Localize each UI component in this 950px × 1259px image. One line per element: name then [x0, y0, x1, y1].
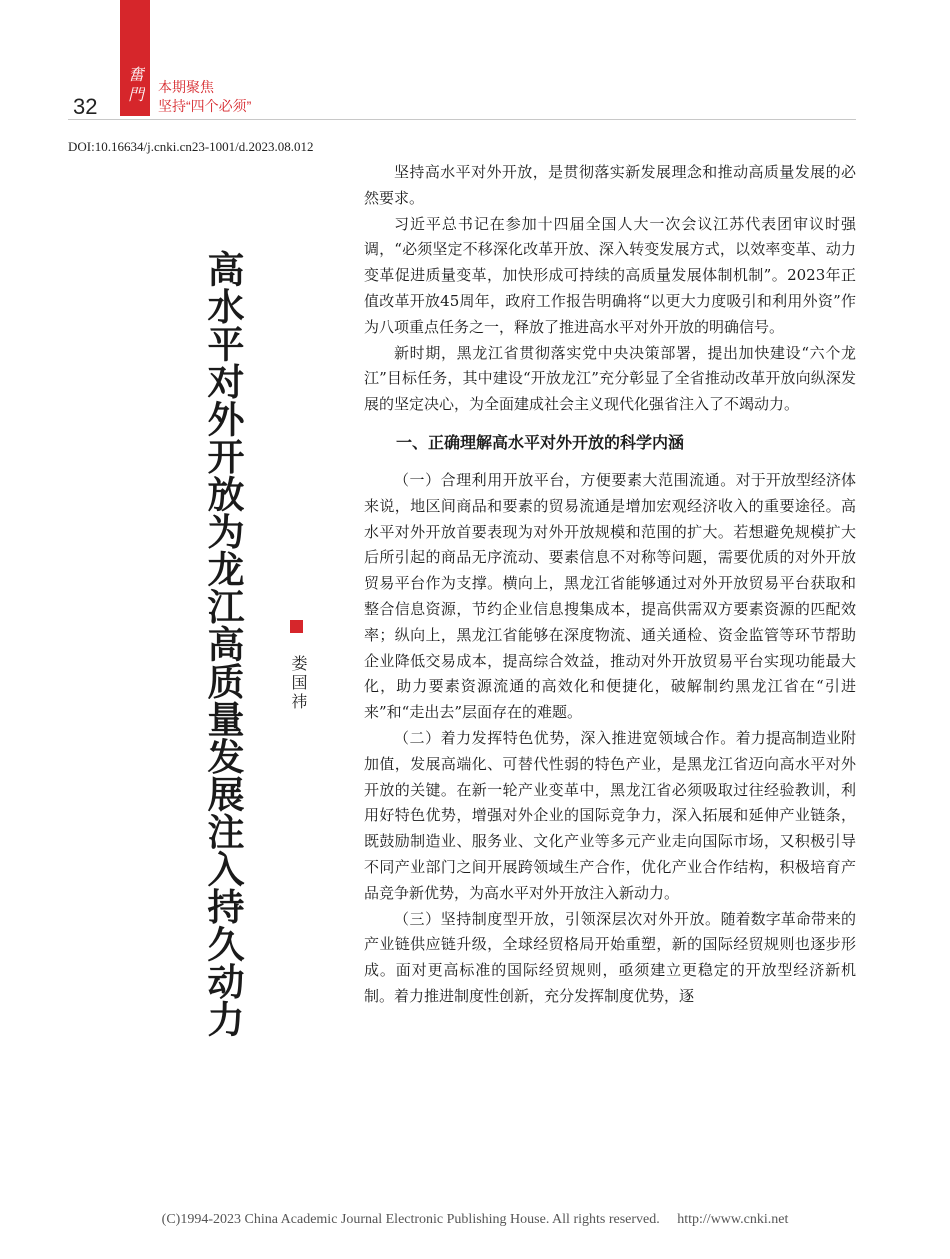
journal-seal-tab: [120, 0, 150, 116]
paragraph-quote: 习近平总书记在参加十四届全国人大一次会议江苏代表团审议时强调，“必须坚定不移深化改革开放、深入转变发展方式，以效率变革、动力变革促进质量变革，加快形成可持续的高质量发展体制机制”。2023年正值改革开放45周年，政府工作报告明确将“以更大力度吸引和利用外资”作为八项重点任务之一，释放了推进高水平对外开放的明确信号。: [364, 214, 856, 336]
paragraph-intro: 坚持高水平对外开放，是贯彻落实新发展理念和推动高质量发展的必然要求。: [364, 163, 856, 207]
article-title: 高水平对外开放为龙江高质量发展注入持久动力: [201, 250, 244, 1038]
subsection-text-1: 对于开放型经济体来说，地区间商品和要素的贸易流通是增加宏观经济收入的重要途径。高水平对外开放首要表现为对外开放规模和范围的扩大。若想避免规模扩大后所引起的商品无序流动、要素信息不对称等问题，需要优质的对外开放贸易平台作为支撑。横向上，黑龙江省能够通过对外开放贸易平台获取和整合信息资源，节约企业信息搜集成本，提高供需双方要素资源的匹配效率；纵向上，黑龙江省能够在深度物流、通关通检、资金监管等环节帮助企业降低交易成本，提高综合效益，推动对外开放贸易平台实现功能最大化，助力要素资源流通的高效化和便捷化，破解制约黑龙江省在“引进来”和“走出去”层面存在的难题。: [364, 470, 856, 722]
doi-line: DOI:10.16634/j.cnki.cn23-1001/d.2023.08.012: [68, 139, 314, 154]
paragraph-subsection-2: [364, 726, 856, 907]
subsection-text-2: 着力提高制造业附加值，发展高端化、可替代性弱的特色产业，是黑龙江省迈向高水平对外开放的关键。在新一轮产业变革中，黑龙江省必须吸取过往经验教训，利用好特色优势，增强对外企业的国际竞争力，深入拓展和延伸产业链条，既鼓励制造业、服务业、文化产业等多元产业走向国际市场，又积极引导不同产业部门之间开展跨领域生产合作，优化产业合作结构，积极培育产品竞争新优势，为高水平对外开放注入新动力。: [364, 728, 856, 902]
author-marker: [290, 620, 303, 633]
page-number: 32: [73, 94, 98, 119]
section-label: 本期聚焦: [158, 79, 214, 95]
header-divider: [68, 119, 856, 120]
section-heading-1: 一、正确理解高水平对外开放的科学内涵: [396, 432, 685, 452]
subsection-title-1: （一）合理利用开放平台，方便要素大范围流通。: [394, 470, 736, 489]
paragraph-context: 新时期，黑龙江省贯彻落实党中央决策部署，提出加快建设“六个龙江”目标任务，其中建设“开放龙江”充分彰显了全省推动改革开放向纵深发展的坚定决心，为全面建成社会主义现代化强省注入了不竭动力。: [364, 343, 856, 414]
paragraph-subsection-1: [364, 468, 856, 726]
copyright-text: (C)1994-2023 China Academic Journal Electronic Publishing House. All rights reserved.: [161, 1212, 660, 1227]
section-category: [158, 78, 251, 116]
article-body: [364, 160, 856, 1010]
article-author: 娄国祎: [289, 655, 308, 712]
subsection-title-3: （三）坚持制度型开放，引领深层次对外开放。: [394, 909, 721, 928]
copyright-footer: [0, 1212, 950, 1228]
subsection-title-2: （二）着力发挥特色优势，深入推进宽领域合作。: [394, 728, 736, 747]
subsection-label: 坚持“四个必须”: [158, 98, 252, 114]
subsection-text-3: 随着数字革命带来的产业链供应链升级，全球经贸格局开始重塑，新的国际经贸规则也逐步形成。面对更高标准的国际经贸规则，亟须建立更稳定的开放型经济新机制。着力推进制度性创新，充分发挥制度优势，逐: [364, 909, 856, 1005]
paragraph-subsection-3: [364, 907, 856, 1010]
journal-seal-text: 奮門: [125, 66, 145, 106]
footer-url-link[interactable]: http://www.cnki.net: [677, 1212, 789, 1227]
